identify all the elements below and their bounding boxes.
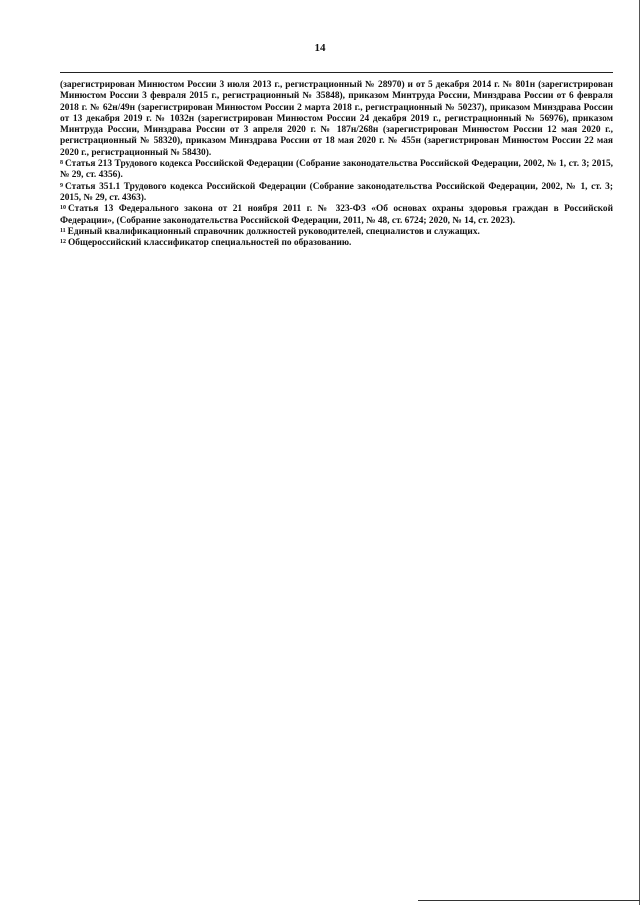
footnote-11 bbox=[60, 227, 613, 238]
footnote-separator bbox=[60, 72, 613, 73]
footnote-marker: 9 bbox=[60, 182, 63, 189]
footnote-9 bbox=[60, 182, 613, 205]
footnote-continuation bbox=[60, 80, 613, 159]
footnote-text: Статья 213 Трудового кодекса Российской Федерации (Собрание законодательства Российской Федерации, 2002, № 1, ст. 3; 2015, № 29, ст. 4356). bbox=[60, 159, 613, 181]
footnote-8 bbox=[60, 159, 613, 182]
footnote-marker: 11 bbox=[60, 227, 66, 234]
footnote-marker: 12 bbox=[60, 239, 66, 246]
footnote-10 bbox=[60, 204, 613, 227]
footnote-text: Статья 13 Федерального закона от 21 ноября 2011 г. № 323-ФЗ «Об основах охраны здоровья граждан в Российской Федерации», (Собрание законодательства Российской Федерации, 2011, № 48, ст. 6724; 2020, № 14, ст. 2023). bbox=[60, 204, 613, 226]
page-number: 14 bbox=[314, 42, 326, 54]
footnotes-section bbox=[60, 80, 613, 249]
footnote-text: Единый квалификационный справочник должностей руководителей, специалистов и служащих. bbox=[67, 226, 480, 237]
footnote-text: (зарегистрирован Минюстом России 3 июля 2013 г., регистрационный № 28970) и от 5 декабря 2014 г. № 801н (зарегистрирован Минюстом России 3 февраля 2015 г., регистрационный № 35848), приказом Минтруда России, Минздрава России от 6 февраля 2018 г. № 62н/49н (зарегистрирован Минюстом России 2 марта 2018 г., регистрационный № 50237), приказом Минздрава России от 13 декабря 2019 г. № 1032н (зарегистрирован Минюстом России 24 декабря 2019 г., регистрационный № 56976), приказом Минтруда России, Минздрава России от 3 апреля 2020 г. № 187н/268н (зарегистрирован Минюстом России 12 мая 2020 г., регистрационный № 58320), приказом Минздрава России от 18 мая 2020 г. № 455н (зарегистрирован Минюстом России 22 мая 2020 г., регистрационный № 58430). bbox=[60, 80, 613, 158]
scan-edge-bottom bbox=[418, 900, 640, 901]
footnote-marker: 8 bbox=[60, 160, 63, 167]
footnote-text: Общероссийский классификатор специальностей по образованию. bbox=[68, 238, 352, 249]
footnote-marker: 10 bbox=[60, 205, 66, 212]
footnote-12 bbox=[60, 238, 613, 249]
footnote-text: Статья 351.1 Трудового кодекса Российской Федерации (Собрание законодательства Российской Федерации, 2002, № 1, ст. 3; 2015, № 29, ст. 4363). bbox=[60, 181, 613, 203]
